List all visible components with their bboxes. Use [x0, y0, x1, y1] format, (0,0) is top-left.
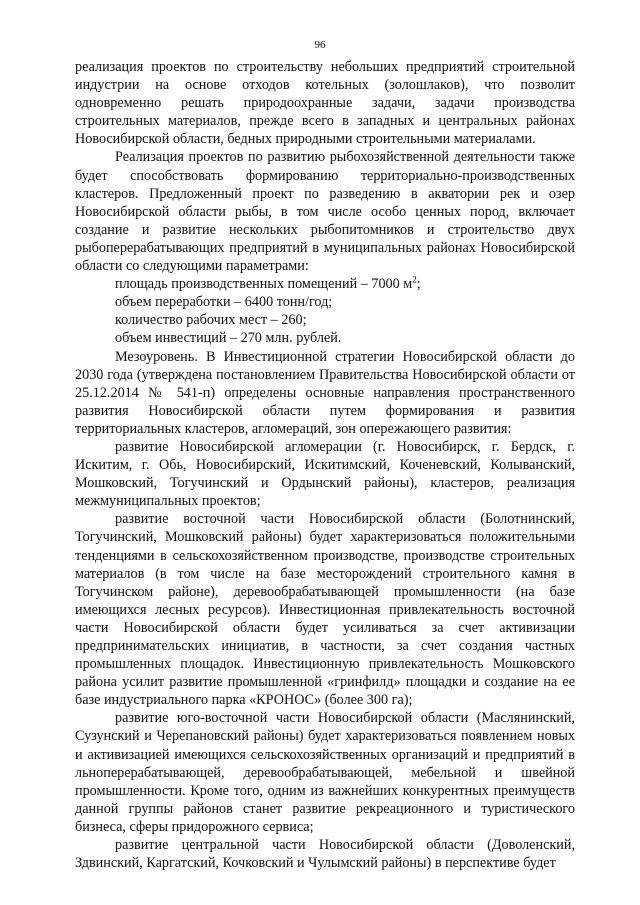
- paragraph-projects-construction: реализация проектов по строительству небольших предприятий строительной индустрии на основе отходов котельных (золошлаков), что позволит одновременно решать природоохранные задачи, задачи производства строительных материалов, прежде всего в западных и центральных районах Новосибирской области, бедных природными строительными материалами.: [75, 59, 575, 148]
- body-text: [75, 58, 575, 872]
- paragraph-fisheries: Реализация проектов по развитию рыбохозяйственной деятельности также будет способствовать формированию территориально-производственных кластеров. Предложенный проект по разведению в акватории рек и озер Новосибирской области рыбы, в том числе особо ценных пород, включает создание и развитие нескольких рыбопитомников и строительство двух рыбоперерабатывающих предприятий в муниципальных районах Новосибирской области со следующими параметрами:: [75, 149, 575, 275]
- parameter-processing-volume: объем переработки – 6400 тонн/год;: [115, 294, 333, 311]
- parameter-area: [75, 275, 575, 293]
- parameter-jobs: количество рабочих мест – 260;: [115, 312, 307, 329]
- paragraph-meso-level: Мезоуровень. В Инвестиционной стратегии Новосибирской области до 2030 года (утверждена постановлением Правительства Новосибирской области от 25.12.2014 № 541-п) определены основные направления пространственного развития Новосибирской области путем формирования и развития территориальных кластеров, агломераций, зон опережающего развития:: [75, 348, 575, 437]
- parameter-area-tail: ;: [416, 276, 421, 293]
- paragraph-agglomeration: развитие Новосибирской агломерации (г. Новосибирск, г. Бердск, г. Искитим, г. Обь, Новосибирский, Искитимский, Коченевский, Колыванский, Мошковский, Тогучинский и Ордынский районы), кластеров, реализация межмуниципальных проектов;: [75, 438, 575, 510]
- paragraph-south-eastern-part: развитие юго-восточной части Новосибирской области (Маслянинский, Сузунский и Черепановский районы) будет характеризоваться появлением новых и активизацией имеющихся сельскохозяйственных организаций и предприятий в льноперерабатывающей, деревообрабатывающей, мебельной и швейной промышленности. Кроме того, одним из важнейших конкурентных преимуществ данной группы районов станет развитие рекреационного и туристического бизнеса, сферы придорожного сервиса;: [75, 710, 575, 835]
- superscript-exponent: 2: [412, 274, 417, 285]
- parameter-area-text: площадь производственных помещений – 7000 м: [115, 276, 413, 293]
- parameter-investment: объем инвестиций – 270 млн. рублей.: [115, 330, 342, 347]
- page-number: 96: [314, 39, 326, 51]
- paragraph-central-part: развитие центральной части Новосибирской области (Доволенский, Здвинский, Каргатский, Кочковский и Чулымский районы) в перспективе будет: [75, 837, 575, 872]
- paragraph-eastern-part: развитие восточной части Новосибирской области (Болотнинский, Тогучинский, Мошковский районы) будет характеризоваться положительными тенденциями в сельскохозяйственном производстве, производстве строительных материалов (в том числе на базе месторождений строительного камня в Тогучинском районе), деревообрабатывающей промышленности (на базе имеющихся лесных ресурсов). Инвестиционная привлекательность восточной части Новосибирской области будет усиливаться за счет активизации предпринимательских инициатив, в частности, за счет создания частных промышленных площадок. Инвестиционную привлекательность Мошковского района усилит развитие промышленной «гринфилд» площадки и создание на ее базе индустриального парка «КРОНОС» (более 300 га);: [75, 511, 575, 709]
